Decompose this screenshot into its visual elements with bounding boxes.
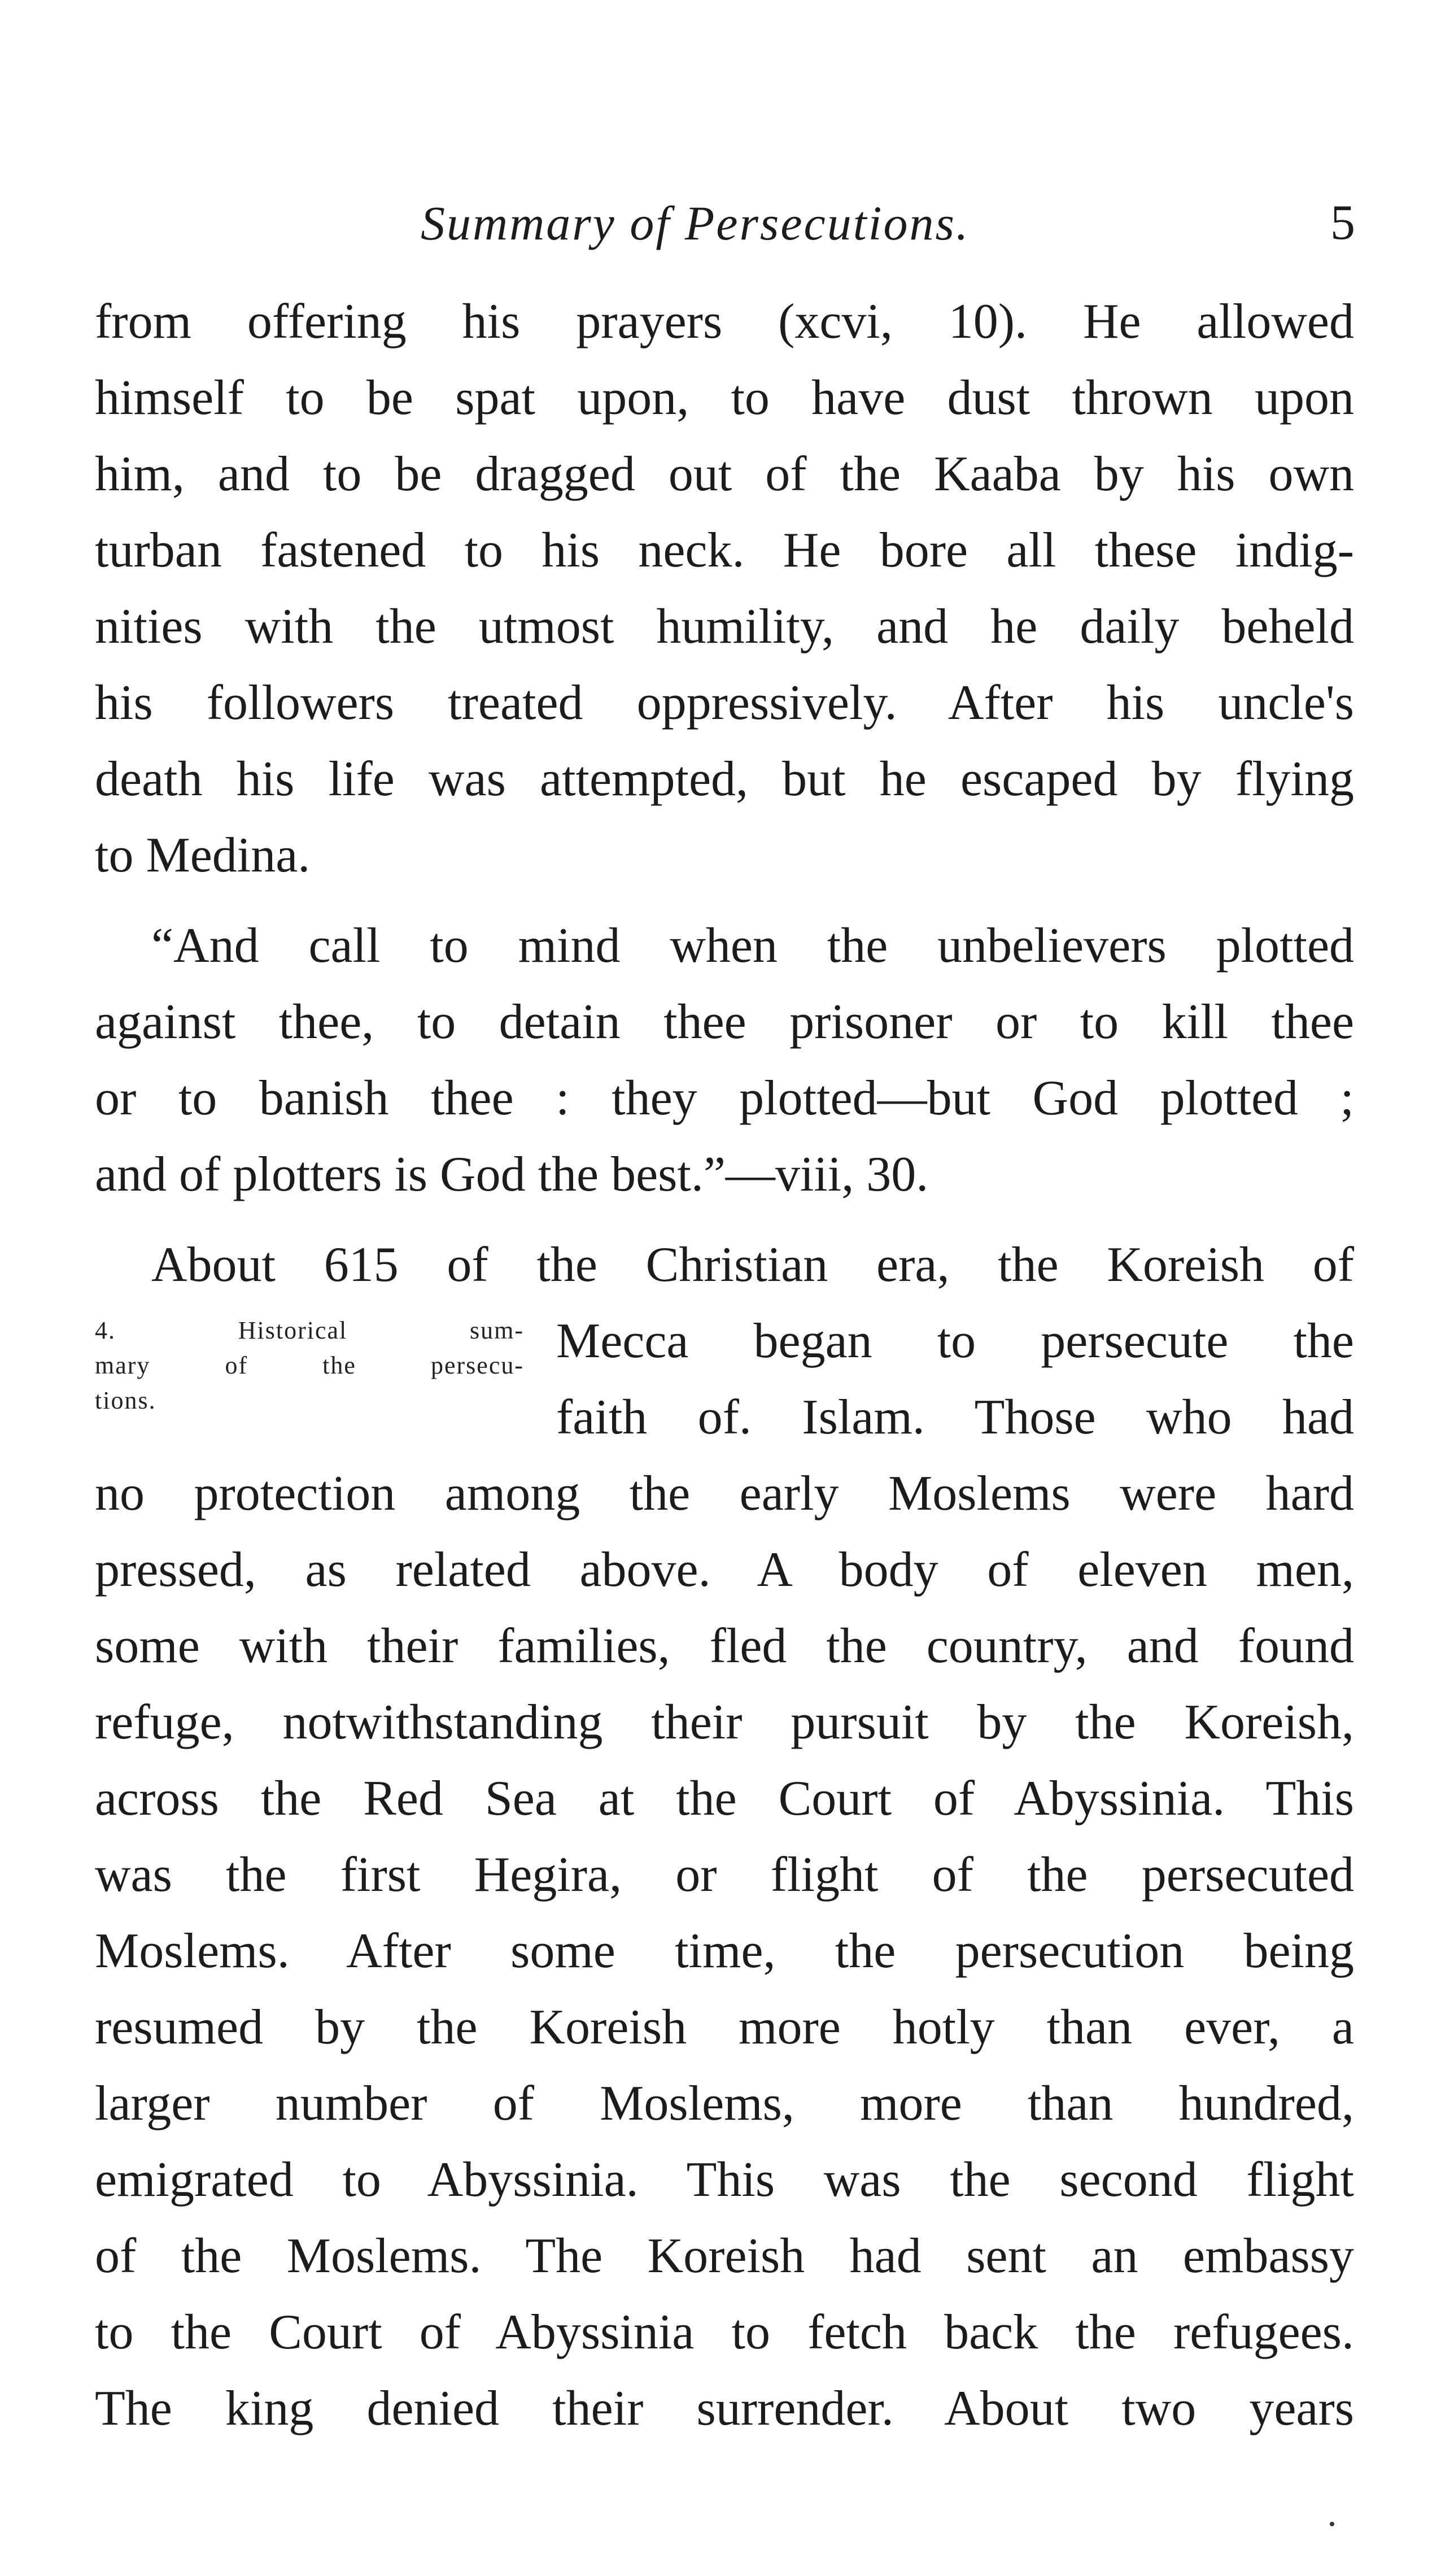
text-line: no protection among the early Moslems were hard — [95, 1466, 1354, 1521]
text-line: turban fastened to his neck. He bore all these indig- — [95, 523, 1354, 578]
sidenote-line: 4. Historical sum- — [95, 1317, 524, 1344]
text-line: from offering his prayers (xcvi, 10). He allowed — [95, 294, 1354, 349]
text-line: refuge, notwithstanding their pursuit by the Koreish, — [95, 1695, 1354, 1750]
text-line: himself to be spat upon, to have dust thrown upon — [95, 371, 1354, 425]
sidenote-line: tions. — [95, 1387, 156, 1414]
text-line: was the first Hegira, or flight of the persecuted — [95, 1847, 1354, 1902]
ink-speck — [1330, 2522, 1334, 2526]
text-line: resumed by the Koreish more hotly than ever, a — [95, 2000, 1354, 2055]
text-line: or to banish thee : they plotted—but God plotted ; — [95, 1071, 1354, 1126]
text-line: pressed, as related above. A body of eleven men, — [95, 1542, 1354, 1597]
text-line: him, and to be dragged out of the Kaaba by his own — [95, 447, 1354, 502]
text-line: his followers treated oppressively. After his uncle's — [95, 675, 1354, 730]
text-line: emigrated to Abyssinia. This was the second flight — [95, 2152, 1354, 2207]
text-line: Mecca began to persecute the — [556, 1314, 1354, 1368]
page-number: 5 — [1330, 195, 1355, 250]
text-line: across the Red Sea at the Court of Abyssinia. This — [95, 1771, 1354, 1826]
text-line: About 615 of the Christian era, the Koreish of — [151, 1237, 1354, 1292]
text-line: faith of. Islam. Those who had — [556, 1390, 1354, 1445]
text-line: against thee, to detain thee prisoner or to kill thee — [95, 995, 1354, 1049]
text-line: some with their families, fled the country, and found — [95, 1619, 1354, 1673]
running-title: Summary of Persecutions. — [421, 196, 970, 250]
text-line: to the Court of Abyssinia to fetch back the refugees. — [95, 2305, 1354, 2360]
text-line: death his life was attempted, but he escaped by flying — [95, 752, 1354, 807]
sidenote-line: mary of the persecu- — [95, 1352, 524, 1379]
text-line: The king denied their surrender. About two years — [95, 2381, 1354, 2436]
text-line: “And call to mind when the unbelievers plotted — [151, 918, 1354, 973]
text-line: Moslems. After some time, the persecution being — [95, 1924, 1354, 1978]
marginal-sidenote — [95, 1313, 524, 1418]
text-line: of the Moslems. The Koreish had sent an embassy — [95, 2229, 1354, 2283]
text-line: to Medina. — [95, 828, 311, 883]
text-line: and of plotters is God the best.”—viii, 30. — [95, 1147, 929, 1202]
text-line: larger number of Moslems, more than hundred, — [95, 2076, 1354, 2131]
text-line: nities with the utmost humility, and he daily beheld — [95, 599, 1354, 654]
page-header — [93, 186, 1355, 260]
